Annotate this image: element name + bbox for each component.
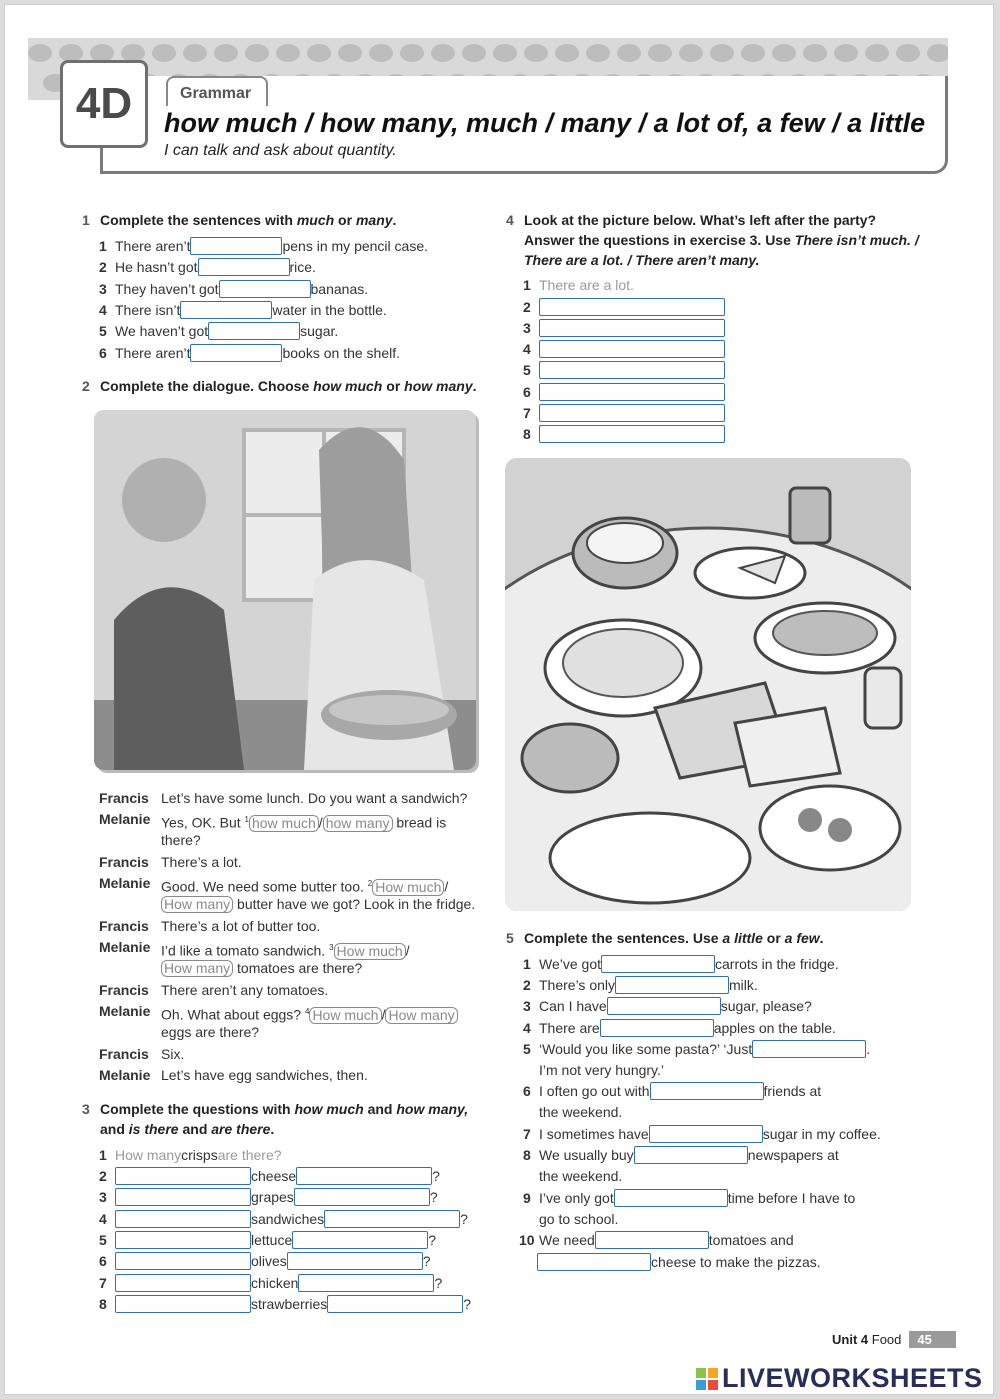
ex4-item: 7	[523, 404, 725, 422]
header-pattern-dot	[803, 44, 827, 62]
ex3-field-b[interactable]	[298, 1274, 434, 1292]
ex1-answer-field-1[interactable]	[190, 237, 282, 255]
ex3-item: 5 lettuce ?	[99, 1232, 437, 1248]
dialogue-line: I’d like a tomato sandwich. $^3$ How much /	[161, 942, 410, 959]
ex5-answer-field[interactable]	[601, 955, 715, 973]
header-pattern-dot	[772, 44, 796, 62]
ex3-instruction: 3 Complete the questions with how much and how many,	[82, 1101, 469, 1117]
header-pattern-dot	[369, 44, 393, 62]
ex4-answer-field[interactable]	[539, 404, 725, 422]
dialogue-line: there?	[161, 832, 201, 848]
header-pattern-dot	[679, 44, 703, 62]
ex4-item: 4	[523, 340, 725, 358]
header-pattern-dot	[245, 44, 269, 62]
header-pattern-dot	[307, 44, 331, 62]
option-how-much[interactable]: How much	[309, 1007, 381, 1024]
ex1-answer-field-2[interactable]	[198, 258, 290, 276]
ex4-answer-field[interactable]	[539, 319, 725, 337]
header-pattern-dot	[617, 44, 641, 62]
ex4-instruction-cont: There are a lot. / There aren’t many.	[524, 252, 760, 268]
ex1-answer-field-3[interactable]	[219, 280, 311, 298]
ex4-item: 5	[523, 361, 725, 379]
speaker-name: Melanie	[99, 1067, 151, 1083]
dialogue-line: Let’s have egg sandwiches, then.	[161, 1067, 368, 1083]
ex5-answer-field[interactable]	[615, 976, 729, 994]
header-pattern-dot	[741, 44, 765, 62]
ex5-item-cont: the weekend.	[539, 1168, 623, 1184]
option-how-much[interactable]: how much	[249, 815, 319, 832]
header-pattern-dot	[927, 44, 948, 62]
header-pattern-dot	[400, 44, 424, 62]
ex5-item: 6 I often go out with friends at	[523, 1083, 822, 1099]
speaker-name: Francis	[99, 918, 149, 934]
page-subtitle: I can talk and ask about quantity.	[164, 142, 397, 159]
page-number: 45	[909, 1331, 955, 1348]
ex1-item: 1 There aren’t pens in my pencil case.	[99, 238, 429, 254]
ex5-item-cont: I’m not very hungry.’	[539, 1062, 665, 1078]
ex3-field-a[interactable]	[115, 1252, 251, 1270]
ex5-item-cont: go to school.	[539, 1211, 619, 1227]
ex4-item: 8	[523, 425, 725, 443]
ex1-item: 4 There isn’t water in the bottle.	[99, 302, 387, 318]
ex3-field-b[interactable]	[294, 1188, 430, 1206]
header-pattern-dot	[338, 44, 362, 62]
dialogue	[99, 788, 489, 1088]
ex5-item: 3 Can I have sugar, please?	[523, 998, 812, 1014]
speaker-name: Francis	[99, 790, 149, 806]
ex4-item: 2	[523, 298, 725, 316]
ex5-answer-field[interactable]	[634, 1146, 748, 1164]
ex3-item: 7 chicken ?	[99, 1275, 443, 1291]
ex5-item: 8 We usually buy newspapers at	[523, 1147, 839, 1163]
dialogue-line: eggs are there?	[161, 1024, 260, 1040]
header-pattern-dot	[28, 44, 52, 62]
ex5-answer-field[interactable]	[649, 1125, 763, 1143]
ex5-item: 7 I sometimes have sugar in my coffee.	[523, 1126, 881, 1142]
speaker-name: Melanie	[99, 939, 151, 955]
dialogue-line: There’s a lot of butter too.	[161, 918, 321, 934]
option-how-many[interactable]: How many	[385, 1007, 457, 1024]
header-pattern-dot	[462, 44, 486, 62]
ex5-item: 4 There are apples on the table.	[523, 1020, 836, 1036]
header-pattern-dot	[183, 44, 207, 62]
page-title: how much / how many, much / many / a lot of, a few / a little	[164, 108, 926, 138]
ex5-answer-field[interactable]	[752, 1040, 866, 1058]
ex5-answer-field[interactable]	[650, 1082, 764, 1100]
option-how-many[interactable]: How many	[161, 960, 233, 977]
ex1-answer-field-4[interactable]	[180, 301, 272, 319]
ex4-answer-field[interactable]	[539, 298, 725, 316]
dialogue-line: There aren’t any tomatoes.	[161, 982, 329, 998]
grammar-tab: Grammar	[166, 76, 268, 106]
ex3-field-b[interactable]	[296, 1167, 432, 1185]
ex3-field-b[interactable]	[327, 1295, 463, 1313]
ex3-item: 6 olives ?	[99, 1253, 431, 1269]
ex5-item-cont: cheese to make the pizzas.	[537, 1253, 821, 1271]
ex4-instruction-cont: Answer the questions in exercise 3. Use There isn’t much. /	[524, 232, 919, 248]
dialogue-line: Oh. What about eggs? $^4$ How much / How many	[161, 1001, 458, 1026]
header-pattern-dot	[276, 44, 300, 62]
footer-topic: Food	[871, 1332, 902, 1347]
ex1-answer-field-6[interactable]	[190, 344, 282, 362]
speaker-name: Melanie	[99, 1003, 151, 1019]
speaker-name: Melanie	[99, 811, 151, 827]
option-how-much[interactable]: How much	[334, 943, 406, 960]
ex4-answer-field[interactable]	[539, 361, 725, 379]
header-pattern-dot	[648, 44, 672, 62]
footer-unit: Unit 4	[832, 1332, 869, 1347]
ex4-example: 1 There are a lot.	[523, 277, 634, 293]
kitchen-photo	[94, 410, 476, 770]
ex5-answer-field[interactable]	[600, 1019, 714, 1037]
ex1-instruction: 1 Complete the sentences with much or many.	[82, 212, 397, 228]
ex3-field-a[interactable]	[115, 1295, 251, 1313]
party-table-illustration	[505, 458, 911, 911]
header-pattern-dot	[555, 44, 579, 62]
ex1-item: 6 There aren’t books on the shelf.	[99, 345, 401, 361]
ex4-item: 3	[523, 319, 725, 337]
ex4-answer-field[interactable]	[539, 340, 725, 358]
ex4-answer-field[interactable]	[539, 425, 725, 443]
ex5-answer-field[interactable]	[614, 1189, 728, 1207]
speaker-name: Francis	[99, 1046, 149, 1062]
unit-badge: 4D	[60, 60, 148, 148]
ex5-instruction: 5 Complete the sentences. Use a little or a few.	[506, 930, 824, 946]
ex3-field-b[interactable]	[292, 1231, 428, 1249]
ex5-answer-field[interactable]	[595, 1231, 709, 1249]
ex3-item: 4 sandwiches ?	[99, 1211, 468, 1227]
ex3-item: 2 cheese ?	[99, 1168, 440, 1184]
header-pattern-dot	[865, 44, 889, 62]
ex3-item: 8 strawberries ?	[99, 1296, 472, 1312]
header-pattern-dot	[710, 44, 734, 62]
ex3-field-b[interactable]	[287, 1252, 423, 1270]
ex3-field-a[interactable]	[115, 1167, 251, 1185]
ex3-field-b[interactable]	[324, 1210, 460, 1228]
dialogue-line: Six.	[161, 1046, 185, 1062]
ex1-item: 2 He hasn’t got rice.	[99, 259, 316, 275]
dialogue-line: How many tomatoes are there?	[161, 958, 362, 979]
ex1-item: 5 We haven’t got sugar.	[99, 323, 339, 339]
speaker-name: Francis	[99, 982, 149, 998]
option-how-many[interactable]: how many	[323, 815, 393, 832]
ex1-answer-field-5[interactable]	[208, 322, 300, 340]
header-pattern-dot	[493, 44, 517, 62]
header-pattern-dot	[152, 44, 176, 62]
ex5-answer-field[interactable]	[607, 997, 721, 1015]
header-pattern-dot	[524, 44, 548, 62]
speaker-name: Francis	[99, 854, 149, 870]
ex4-item: 6	[523, 383, 725, 401]
header-pattern-dot	[214, 44, 238, 62]
ex2-instruction: 2 Complete the dialogue. Choose how much or how many.	[82, 378, 477, 394]
ex5-item: 1 We’ve got carrots in the fridge.	[523, 956, 839, 972]
ex5-item-cont: the weekend.	[539, 1104, 623, 1120]
ex5-answer-field[interactable]	[537, 1253, 651, 1271]
ex3-field-a[interactable]	[115, 1231, 251, 1249]
ex3-instruction-cont: and is there and are there.	[100, 1121, 275, 1137]
ex5-item: 2 There’s only milk.	[523, 977, 758, 993]
ex3-item: 3 grapes ?	[99, 1189, 438, 1205]
ex5-item: 9 I’ve only got time before I have to	[523, 1190, 856, 1206]
dialogue-line: Yes, OK. But $^1$ how much / how many bread is	[161, 814, 447, 831]
header-pattern-dot	[834, 44, 858, 62]
liveworksheets-logo-icon	[696, 1368, 718, 1390]
ex4-answer-field[interactable]	[539, 383, 725, 401]
speaker-name: Melanie	[99, 875, 151, 891]
header-pattern-dot	[586, 44, 610, 62]
option-how-many[interactable]: How many	[161, 896, 233, 913]
ex3-example: 1 How many crisps are there ?	[99, 1147, 282, 1163]
option-how-much[interactable]: How much	[372, 879, 444, 896]
ex1-item: 3 They haven’t got bananas.	[99, 281, 369, 297]
dialogue-line: Good. We need some butter too. $^2$ How much /	[161, 878, 449, 895]
dialogue-line: Let’s have some lunch. Do you want a sandwich?	[161, 790, 468, 806]
liveworksheets-logo	[696, 1363, 983, 1394]
header-pattern-dot	[431, 44, 455, 62]
dialogue-line: There’s a lot.	[161, 854, 242, 870]
ex3-field-a[interactable]	[115, 1188, 251, 1206]
ex5-item: 5 ‘Would you like some pasta?’ ‘Just .	[523, 1041, 871, 1057]
ex3-field-a[interactable]	[115, 1210, 251, 1228]
dialogue-line: How many butter have we got? Look in the fridge.	[161, 894, 475, 915]
ex3-field-a[interactable]	[115, 1274, 251, 1292]
ex5-item: 10 We need tomatoes and	[519, 1232, 794, 1248]
brand-name: LIVEWORKSHEETS	[722, 1363, 983, 1393]
ex4-instruction: 4 Look at the picture below. What’s left after the party?	[506, 212, 877, 228]
header-pattern-dot	[896, 44, 920, 62]
page-footer	[832, 1331, 956, 1348]
